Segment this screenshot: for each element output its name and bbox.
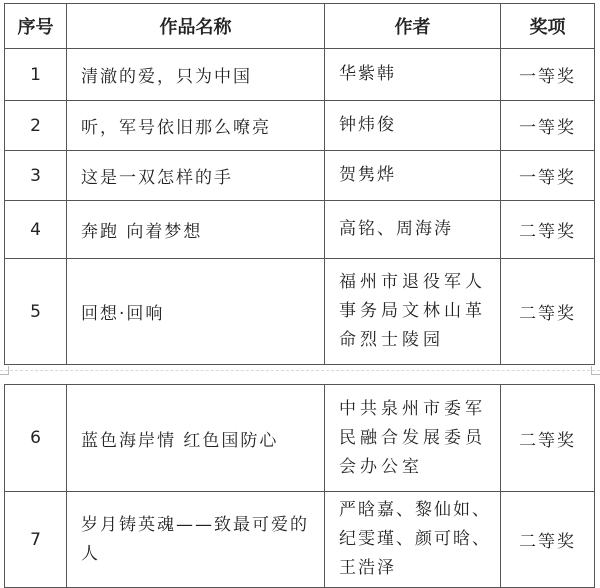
work-title: 听，军号依旧那么嘹亮 <box>67 101 325 151</box>
page-corner-mark-left <box>0 366 9 375</box>
header-serial-number: 序号 <box>5 4 67 49</box>
table-header-row <box>5 4 595 49</box>
author-name: 严晗嘉、黎仙如、纪雯瑾、颜可晗、王浩泽 <box>325 492 501 588</box>
row-number: 6 <box>5 385 67 492</box>
table-row <box>5 151 595 201</box>
author-name: 贺隽烨 <box>325 151 501 201</box>
author-name: 高铭、周海涛 <box>325 201 501 259</box>
table-row <box>5 201 595 259</box>
row-number: 4 <box>5 201 67 259</box>
row-number: 3 <box>5 151 67 201</box>
author-name: 华紫韩 <box>325 49 501 101</box>
row-number: 2 <box>5 101 67 151</box>
row-number: 7 <box>5 492 67 588</box>
table-row <box>5 49 595 101</box>
table-row <box>5 101 595 151</box>
awards-table-page-2 <box>4 384 595 588</box>
row-number: 1 <box>5 49 67 101</box>
award-level: 二等奖 <box>501 492 595 588</box>
award-level: 一等奖 <box>501 101 595 151</box>
page-break-line <box>0 370 600 371</box>
award-level: 二等奖 <box>501 259 595 365</box>
row-number: 5 <box>5 259 67 365</box>
award-level: 二等奖 <box>501 385 595 492</box>
work-title: 清澈的爱，只为中国 <box>67 49 325 101</box>
page-corner-mark-right <box>591 366 600 375</box>
author-name: 福州市退役军人事务局文林山革命烈士陵园 <box>325 259 501 365</box>
author-name: 钟炜俊 <box>325 101 501 151</box>
table-row <box>5 259 595 365</box>
table-row <box>5 385 595 492</box>
header-author: 作者 <box>325 4 501 49</box>
header-award: 奖项 <box>501 4 595 49</box>
work-title: 奔跑 向着梦想 <box>67 201 325 259</box>
award-level: 一等奖 <box>501 49 595 101</box>
work-title: 蓝色海岸情 红色国防心 <box>67 385 325 492</box>
work-title: 岁月铸英魂——致最可爱的人 <box>67 492 325 588</box>
award-level: 一等奖 <box>501 151 595 201</box>
award-level: 二等奖 <box>501 201 595 259</box>
table-row <box>5 492 595 588</box>
author-name: 中共泉州市委军民融合发展委员会办公室 <box>325 385 501 492</box>
work-title: 回想·回响 <box>67 259 325 365</box>
work-title: 这是一双怎样的手 <box>67 151 325 201</box>
awards-table-page-1 <box>4 3 595 365</box>
header-work-title: 作品名称 <box>67 4 325 49</box>
